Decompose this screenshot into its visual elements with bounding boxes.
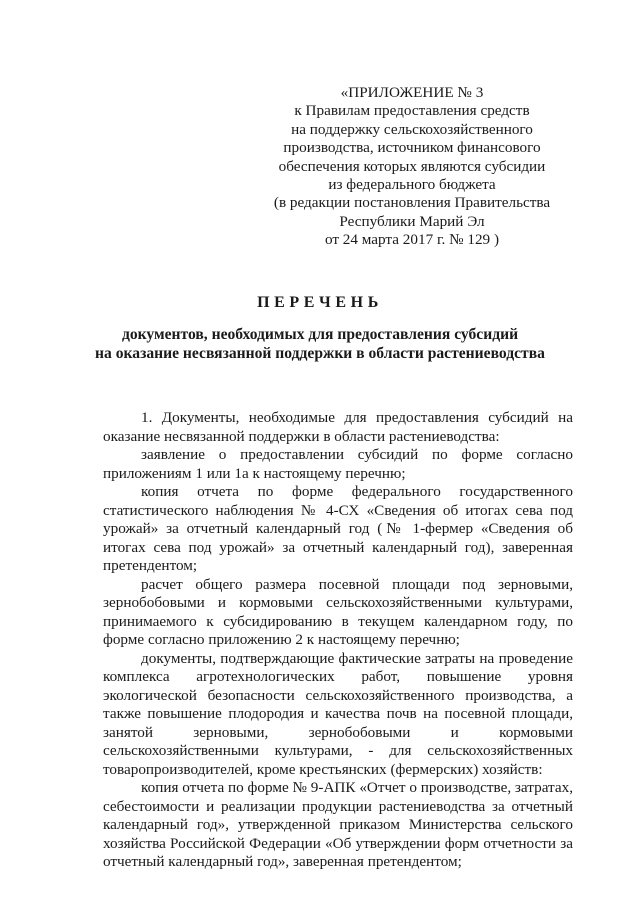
- appendix-line: обеспечения которых являются субсидии: [278, 157, 546, 175]
- appendix-line: Республики Марий Эл: [339, 212, 485, 230]
- body-paragraph: документы, подтверждающие фактические затраты на проведение комплекса агротехнологических работ, повышение уровня экологической безопасности сельскохозяйственного производства, а также повышение плодородия и качества почв на посевной площади, занятой зерновыми, зернобобовыми и кормовыми сельскохозяйственными культурами, - для сельскохозяйственных товаропроизводителей, кроме крестьянских (фермерских) хозяйств:: [103, 649, 573, 778]
- appendix-header: [258, 84, 566, 250]
- body-paragraph: копия отчета по форме № 9-АПК «Отчет о производстве, затратах, себестоимости и реализации продукции растениеводства за отчетный календарный год», утвержденной приказом Министерства сельского хозяйства Российской Федерации «Об утверждении форм отчетности за отчетный календарный год», заверенная претендентом;: [103, 779, 573, 870]
- appendix-line: из федерального бюджета: [328, 176, 496, 194]
- subtitle-line: документов, необходимых для предоставления субсидий: [121, 326, 519, 343]
- appendix-number: «ПРИЛОЖЕНИЕ № 3: [340, 84, 484, 101]
- document-title: ПЕРЕЧЕНЬ: [257, 294, 383, 311]
- document-body: [103, 409, 573, 872]
- appendix-line: производства, источником финансового: [283, 139, 541, 157]
- body-paragraph: расчет общего размера посевной площади под зерновыми, зернобобовыми и кормовыми сельскохозяйственными культурами, принимаемого к субсидированию в текущем календарном году, по форме согласно приложению 2 к настоящему перечню;: [103, 575, 573, 648]
- subtitle-line: на оказание несвязанной поддержки в области растениеводства: [95, 345, 545, 362]
- appendix-line: к Правилам предоставления средств: [294, 102, 530, 120]
- appendix-line: (в редакции постановления Правительства: [273, 194, 551, 212]
- body-paragraph: 1. Документы, необходимые для предоставления субсидий на оказание несвязанной поддержки в области растениеводства:: [103, 409, 573, 445]
- body-paragraph: копия отчета по форме федерального государственного статистического наблюдения № 4-СХ «Сведения об итогах сева под урожай» за отчетный календарный год (№ 1-фермер «Сведения об итогах сева под урожай» за отчетный календарный год), заверенная претендентом;: [103, 483, 573, 574]
- appendix-line: на поддержку сельскохозяйственного: [291, 120, 533, 138]
- document-subtitle: [60, 325, 580, 363]
- body-paragraph: заявление о предоставлении субсидий по форме согласно приложениям 1 или 1а к настоящему перечню;: [103, 446, 573, 482]
- appendix-date-line: от 24 марта 2017 г. № 129 ): [324, 231, 500, 249]
